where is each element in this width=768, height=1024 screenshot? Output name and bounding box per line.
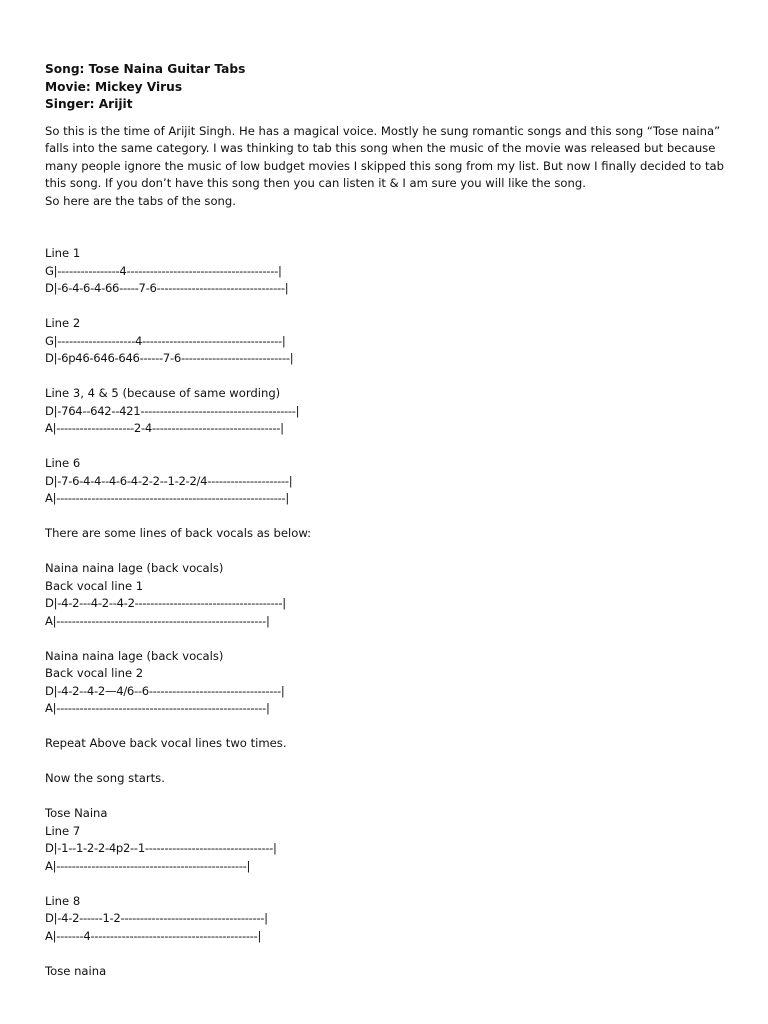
- intro-paragraph: So this is the time of Arijit Singh. He has a magical voice. Mostly he sung romantic songs and this song “Tose naina” falls into the same category. I was thinking to tab this song when the music of the movie was released but because many people ignore the music of low budget movies I skipped this song from my list. But now I finally decided to tab this song. If you don’t have this song then you can listen it & I am sure you will like the song.: [45, 123, 724, 190]
- document-page: [45, 61, 735, 980]
- section-label: Line 2: [45, 316, 81, 330]
- tab-line: A|------------------------------------------------------|: [45, 613, 270, 628]
- section-label: Line 7: [45, 823, 81, 838]
- tab-section: [45, 385, 735, 438]
- tab-line: G|--------------------4------------------------------------|: [45, 333, 286, 348]
- tab-sections: [45, 245, 735, 980]
- tab-section: [45, 245, 735, 298]
- section-label: Line 8: [45, 893, 81, 908]
- tab-line: D|-764--642--421----------------------------------------|: [45, 403, 300, 418]
- singer-name: Singer: Arijit: [45, 97, 133, 111]
- tab-section: [45, 315, 735, 368]
- spacer: [45, 945, 735, 963]
- tab-line: A|-------4-------------------------------------------|: [45, 928, 262, 943]
- section-label: Tose naina: [45, 963, 107, 978]
- spacer: [45, 438, 735, 456]
- section-label: Line 3, 4 & 5 (because of same wording): [45, 386, 281, 400]
- tab-section: [45, 525, 735, 543]
- movie-title: Movie: Mickey Virus: [45, 79, 183, 94]
- section-label: Back vocal line 2: [45, 666, 144, 680]
- section-label: There are some lines of back vocals as below:: [45, 526, 312, 540]
- tab-section: [45, 770, 735, 788]
- section-label: Naina naina lage (back vocals): [45, 648, 224, 663]
- spacer: [45, 718, 735, 736]
- spacer: [45, 210, 735, 245]
- tab-line: D|-6-4-6-4-66-----7-6---------------------------------|: [45, 281, 289, 295]
- tab-section: [45, 963, 735, 981]
- spacer: [45, 508, 735, 526]
- section-label: Line 1: [45, 246, 81, 260]
- tab-line: A|--------------------2-4---------------------------------|: [45, 421, 284, 435]
- tab-line: D|-1--1-2-2-4p2--1---------------------------------|: [45, 841, 277, 855]
- tab-line: D|-4-2------1-2-------------------------------------|: [45, 911, 268, 925]
- spacer: [45, 788, 735, 806]
- tab-line: D|-4-2--4-2—4/6--6----------------------------------|: [45, 683, 285, 698]
- spacer: [45, 630, 735, 648]
- spacer: [45, 753, 735, 771]
- tab-section: [45, 893, 735, 946]
- section-label: Back vocal line 1: [45, 578, 144, 593]
- tab-line: D|-4-2---4-2--4-2--------------------------------------|: [45, 596, 286, 610]
- spacer: [45, 875, 735, 893]
- tab-line: D|-6p46-646-646------7-6----------------------------|: [45, 351, 294, 365]
- section-label: Naina naina lage (back vocals): [45, 561, 224, 575]
- section-label: Tose Naina: [45, 806, 108, 820]
- spacer: [45, 368, 735, 386]
- spacer: [45, 543, 735, 561]
- section-label: Now the song starts.: [45, 771, 165, 785]
- tab-line: D|-7-6-4-4--4-6-4-2-2--1-2-2/4---------------------|: [45, 473, 293, 488]
- tab-section: [45, 560, 735, 630]
- tab-section: [45, 735, 735, 753]
- tab-line: A|------------------------------------------------------|: [45, 701, 270, 715]
- tab-line: A|-------------------------------------------------|: [45, 858, 251, 873]
- tab-line: A|-----------------------------------------------------------|: [45, 491, 289, 505]
- spacer: [45, 298, 735, 316]
- intro-closing: So here are the tabs of the song.: [45, 193, 236, 208]
- song-title: Song: Tose Naina Guitar Tabs: [45, 62, 246, 76]
- tab-section: [45, 648, 735, 718]
- tab-line: G|----------------4---------------------------------------|: [45, 263, 282, 278]
- section-label: Line 6: [45, 456, 81, 470]
- tab-section: [45, 805, 735, 875]
- intro-text: [45, 123, 735, 211]
- tab-section: [45, 455, 735, 508]
- section-label: Repeat Above back vocal lines two times.: [45, 736, 287, 750]
